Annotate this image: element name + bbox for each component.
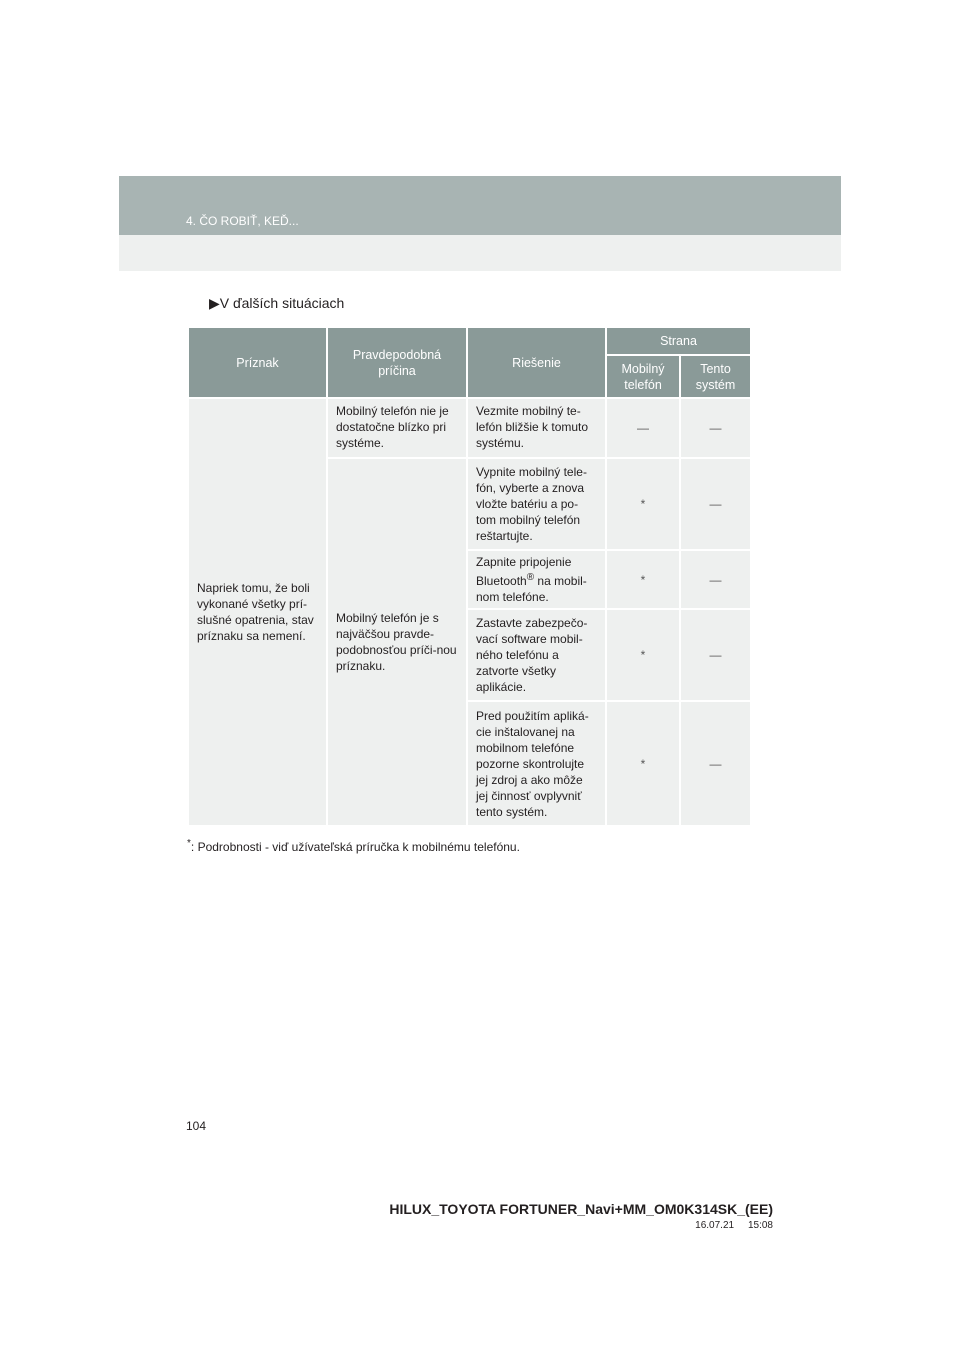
system-cell: — <box>680 609 751 701</box>
solution-cell: Zapnite pripojenie Bluetooth® na mobil-nom telefóne. <box>467 550 606 609</box>
system-cell: — <box>680 550 751 609</box>
solution-cell: Vezmite mobilný te-lefón bližšie k tomuto systému. <box>467 398 606 458</box>
symptom-cell: Napriek tomu, že boli vykonané všetky prí-slušné opatrenia, stav príznaku sa nemení. <box>188 398 327 826</box>
document-id: HILUX_TOYOTA FORTUNER_Navi+MM_OM0K314SK_(EE) <box>389 1201 773 1217</box>
header-side: Strana <box>606 327 751 355</box>
phone-cell: * <box>606 609 680 701</box>
solution-cell: Vypnite mobilný tele-fón, vyberte a znova vložte batériu a po-tom mobilný telefón reštartujte. <box>467 458 606 550</box>
phone-cell: * <box>606 458 680 550</box>
phone-cell: * <box>606 550 680 609</box>
header-system: Tento systém <box>680 355 751 398</box>
print-date: 16.07.21 15:08 <box>695 1220 773 1231</box>
header-solution: Riešenie <box>467 327 606 398</box>
phone-cell: — <box>606 398 680 458</box>
system-cell: — <box>680 458 751 550</box>
header-cause: Pravdepodobná príčina <box>327 327 467 398</box>
header-phone: Mobilný telefón <box>606 355 680 398</box>
system-cell: — <box>680 398 751 458</box>
solution-cell: Zastavte zabezpečo-vací software mobil-ného telefónu a zatvorte všetky aplikácie. <box>467 609 606 701</box>
system-cell: — <box>680 701 751 826</box>
section-title: ▶V ďalších situáciach <box>209 295 345 311</box>
phone-cell: * <box>606 701 680 826</box>
page-number: 104 <box>186 1119 207 1133</box>
header-subband <box>119 235 841 271</box>
header-symptom: Príznak <box>188 327 327 398</box>
troubleshooting-table <box>187 326 752 827</box>
triangle-bullet-icon: ▶ <box>209 295 220 311</box>
solution-cell: Pred použitím apliká-cie inštalovanej na mobilnom telefóne pozorne skontrolujte jej zdroj a ako môže jej činnosť ovplyvniť tento systém. <box>467 701 606 826</box>
cause-cell: Mobilný telefón je s najväčšou pravde-podobnosťou príči-nou príznaku. <box>327 458 467 826</box>
table-row <box>188 398 751 458</box>
chapter-title: 4. ČO ROBIŤ, KEĎ... <box>186 214 299 228</box>
footnote: *: Podrobnosti - viď užívateľská príručka k mobilnému telefónu. <box>187 838 520 854</box>
cause-cell: Mobilný telefón nie je dostatočne blízko pri systéme. <box>327 398 467 458</box>
